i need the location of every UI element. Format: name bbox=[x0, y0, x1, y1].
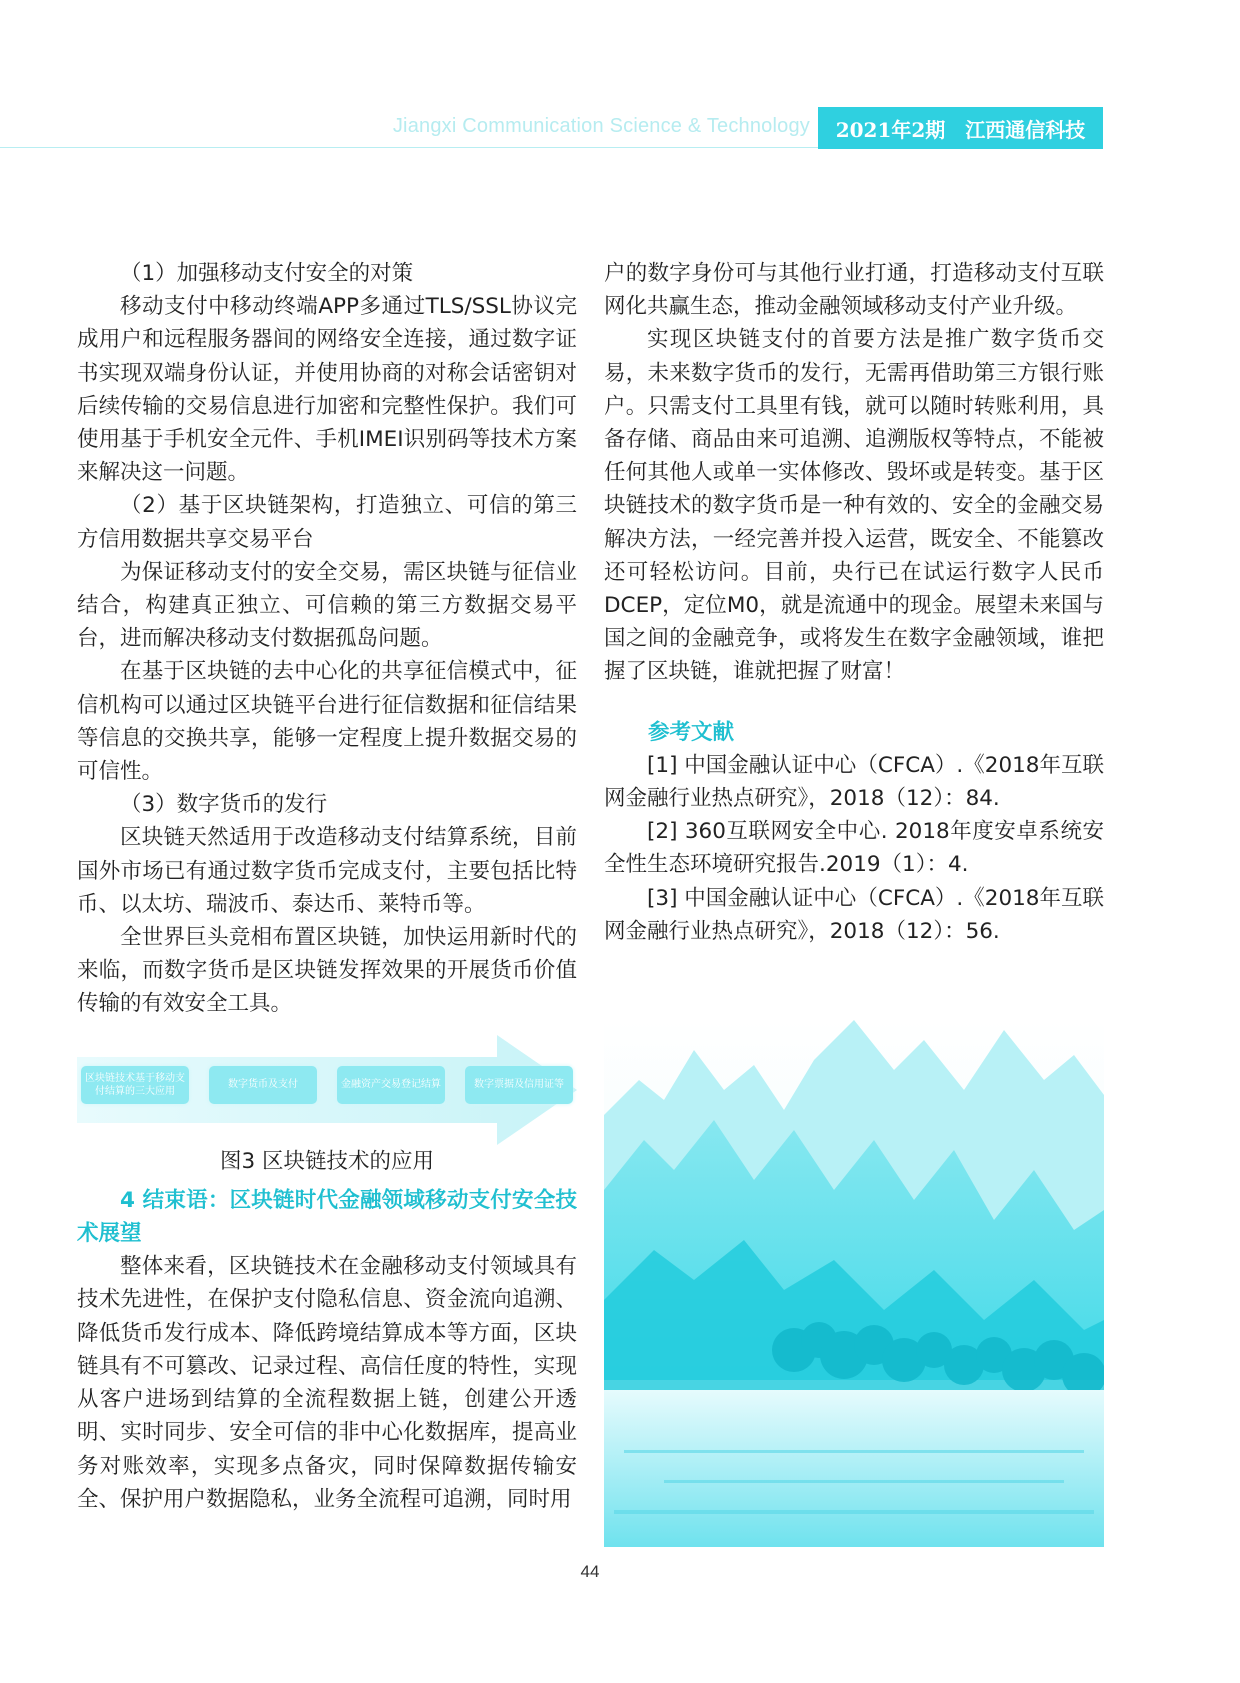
journal-chinese-title: 江西通信科技 bbox=[965, 117, 1086, 142]
paragraph-continued: 户的数字身份可与其他行业打通，打造移动支付互联网化共赢生态，推动金融领域移动支付产业升级。 bbox=[604, 261, 1104, 320]
paragraph: 为保证移动支付的安全交易，需区块链与征信业结合，构建真正独立、可信赖的第三方数据交易平台，进而解决移动支付数据孤岛问题。 bbox=[77, 559, 577, 652]
section-heading: 4 结束语：区块链时代金融领域移动支付安全技术展望 bbox=[77, 1187, 577, 1247]
journal-english-title: Jiangxi Communication Science & Technology bbox=[392, 115, 810, 137]
figure-3 bbox=[77, 1035, 577, 1145]
figure-box-1: 区块链技术基于移动支付结算的三大应用 bbox=[81, 1066, 189, 1104]
figure-box-3: 金融资产交易登记结算 bbox=[337, 1066, 445, 1104]
landscape-painting bbox=[604, 1020, 1104, 1547]
paragraph: 区块链天然适用于改造移动支付结算系统，目前国外市场已有通过数字货币完成支付，主要包括比特币、以太坊、瑞波币、泰达币、莱特币等。 bbox=[77, 825, 577, 917]
reference-item: [3] 中国金融认证中心（CFCA）.《2018年互联网金融行业热点研究》，2018（12）：56. bbox=[604, 885, 1104, 944]
paragraph: 在基于区块链的去中心化的共享征信模式中，征信机构可以通过区块链平台进行征信数据和征信结果等信息的交换共享，能够一定程度上提升数据交易的可信性。 bbox=[77, 659, 577, 785]
issue-label: 2021年2期 bbox=[835, 117, 946, 142]
right-column bbox=[604, 257, 1104, 948]
subheading-1: （1）加强移动支付安全的对策 bbox=[120, 261, 414, 286]
subheading-2: （2）基于区块链架构，打造独立、可信的第三方信用数据共享交易平台 bbox=[77, 493, 577, 552]
references-heading: 参考文献 bbox=[648, 719, 735, 745]
figure-caption: 图3 区块链技术的应用 bbox=[219, 1148, 434, 1174]
figure-box-2: 数字货币及支付 bbox=[209, 1066, 317, 1104]
reference-item: [1] 中国金融认证中心（CFCA）.《2018年互联网金融行业热点研究》，2018（12）：84. bbox=[604, 752, 1104, 812]
reference-item: [2] 360互联网安全中心. 2018年度安卓系统安全性生态环境研究报告.2019（1）：4. bbox=[604, 819, 1104, 878]
paragraph: 全世界巨头竞相布置区块链，加快运用新时代的来临，而数字货币是区块链发挥效果的开展货币价值传输的有效安全工具。 bbox=[77, 925, 577, 1017]
page-number: 44 bbox=[580, 1562, 600, 1581]
paragraph: 整体来看，区块链技术在金融移动支付领域具有技术先进性，在保护支付隐私信息、资金流向追溯、降低货币发行成本、降低跨境结算成本等方面，区块链具有不可篡改、记录过程、高信任度的特性，实现从客户进场到结算的全流程数据上链，创建公开透明、实时同步、安全可信的非中心化数据库，提高业务对账效率，实现多点备灾，同时保障数据传输安全、保护用户数据隐私，业务全流程可追溯，同时用 bbox=[77, 1254, 577, 1512]
paragraph: 实现区块链支付的首要方法是推广数字货币交易，未来数字货币的发行，无需再借助第三方银行账户。只需支付工具里有钱，就可以随时转账利用，具备存储、商品由来可追溯、追溯版权等特点，不能被任何其他人或单一实体修改、毁坏或是转变。基于区块链技术的数字货币是一种有效的、安全的金融交易解决方法，一经完善并投入运营，既安全、不能篡改还可轻松访问。目前，央行已在试运行数字人民币DCEP，定位M0，就是流通中的现金。展望未来国与国之间的金融竞争，或将发生在数字金融领域，谁把握了区块链，谁就把握了财富！ bbox=[604, 327, 1104, 685]
subheading-3: （3）数字货币的发行 bbox=[120, 792, 328, 818]
figure-box-4: 数字票据及信用证等 bbox=[465, 1066, 573, 1104]
paragraph: 移动支付中移动终端APP多通过TLS/SSL协议完成用户和远程服务器间的网络安全连接，通过数字证书实现双端身份认证，并使用协商的对称会话密钥对后续传输的交易信息进行加密和完整性保护。我们可使用基于手机安全元件、手机IMEI识别码等技术方案来解决这一问题。 bbox=[77, 294, 577, 486]
issue-banner bbox=[818, 107, 1103, 149]
left-column bbox=[77, 257, 577, 1516]
